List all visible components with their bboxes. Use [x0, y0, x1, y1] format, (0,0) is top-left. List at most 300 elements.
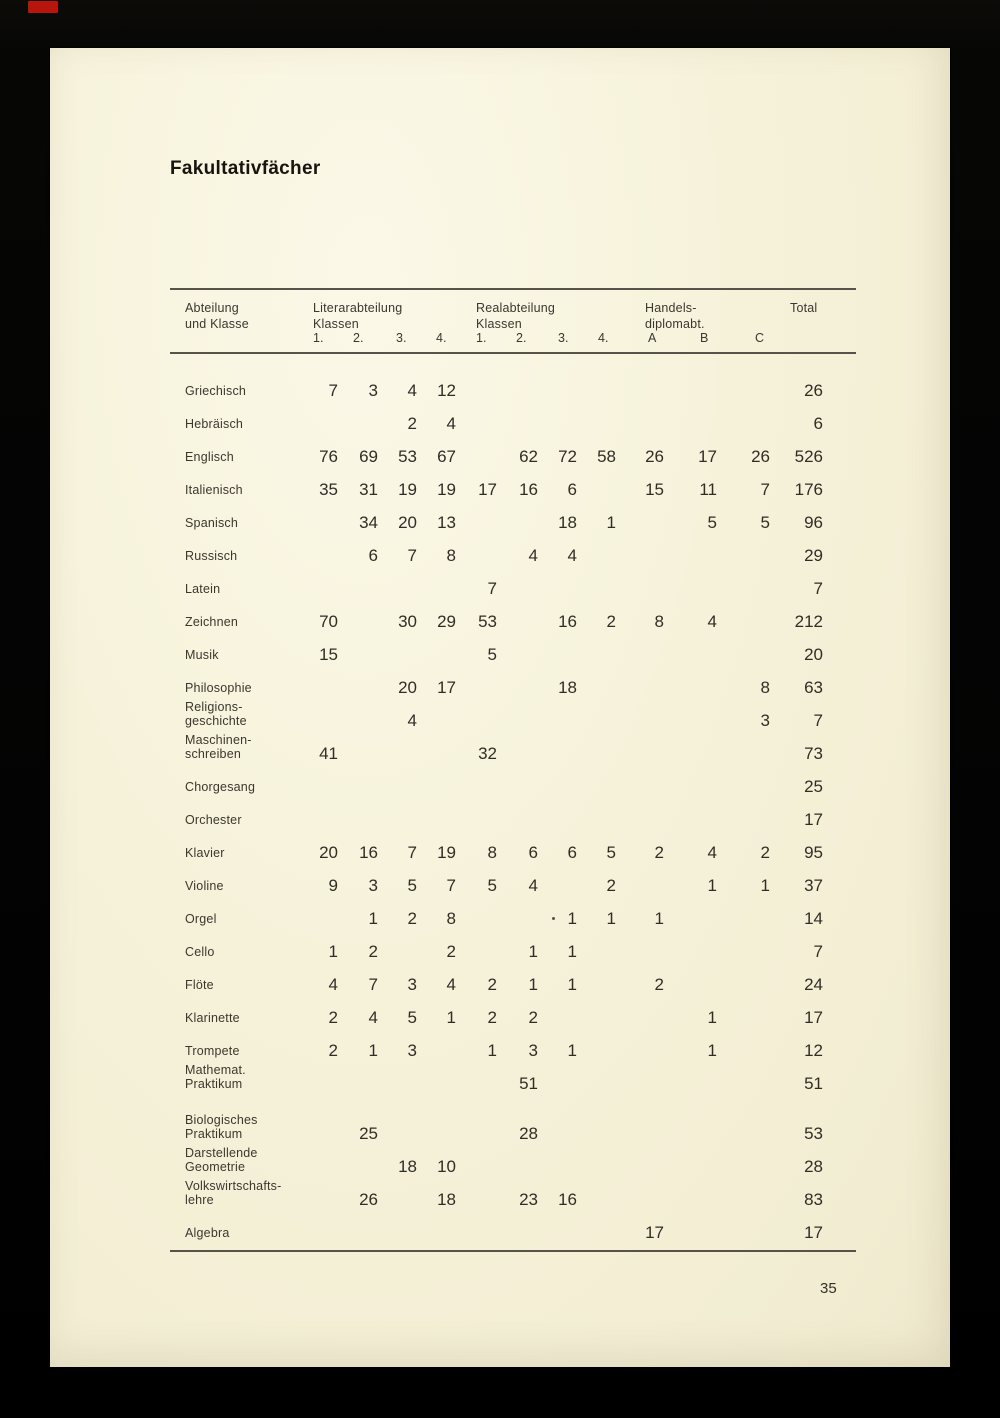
value-cell	[497, 664, 538, 665]
tick-real-3: 3.	[558, 331, 569, 345]
table-row	[185, 467, 823, 500]
table-row	[185, 566, 823, 599]
table-row	[185, 731, 823, 764]
value-cell: 2	[528, 1008, 538, 1027]
value-cell	[338, 763, 378, 764]
value-cell	[338, 1242, 378, 1243]
row-label-line: Volkswirtschafts-	[185, 1179, 282, 1193]
value-cell: 4	[528, 876, 538, 895]
value-cell	[378, 598, 417, 599]
row-label-line: Hebräisch	[185, 416, 244, 431]
value-cell: 28	[519, 1124, 538, 1143]
table-row	[185, 434, 823, 467]
table-top-rule	[170, 288, 856, 290]
value-cell: 23	[519, 1190, 538, 1209]
value-cell	[717, 664, 770, 665]
value-cell	[577, 1027, 616, 1028]
value-cell: 53	[398, 447, 417, 466]
header-abteilung	[185, 300, 249, 332]
value-cell: 7	[328, 381, 338, 400]
value-cell	[616, 829, 664, 830]
row-label-line: Orgel	[185, 911, 217, 926]
value-cell: 2	[368, 942, 378, 961]
value-cell	[305, 1093, 338, 1094]
value-cell	[664, 1176, 717, 1177]
value-cell	[616, 1209, 664, 1210]
value-cell: 4	[328, 975, 338, 994]
table-row	[185, 764, 823, 797]
value-cell: 17	[698, 447, 717, 466]
value-cell	[378, 664, 417, 665]
value-cell	[616, 598, 664, 599]
value-cell	[616, 1143, 664, 1144]
value-cell	[616, 1176, 664, 1177]
row-label-line: Italienisch	[185, 482, 243, 497]
value-cell	[664, 796, 717, 797]
row-label-line: Zeichnen	[185, 614, 239, 629]
value-cell: 1	[707, 1008, 717, 1027]
value-cell	[616, 730, 664, 731]
value-cell: 9	[328, 876, 338, 895]
value-cell	[616, 1093, 664, 1094]
value-cell	[664, 697, 717, 698]
value-cell	[456, 1242, 497, 1243]
row-label	[185, 1227, 305, 1244]
value-cell: 5	[487, 645, 497, 664]
row-label-line: Darstellende	[185, 1146, 258, 1160]
value-cell: 72	[558, 447, 577, 466]
value-cell	[717, 565, 770, 566]
value-cell	[717, 928, 770, 929]
value-cell	[338, 829, 378, 830]
value-cell: 7	[368, 975, 378, 994]
row-label-line: lehre	[185, 1192, 214, 1207]
row-label-line: Cello	[185, 944, 215, 959]
value-cell: 6	[567, 843, 577, 862]
row-label-line: Biologisches	[185, 1113, 258, 1127]
value-cell: 18	[437, 1190, 456, 1209]
row-label	[185, 1180, 305, 1210]
tick-hd-b: B	[700, 331, 709, 345]
value-cell: 7	[487, 579, 497, 598]
value-cell	[616, 796, 664, 797]
value-cell: 1	[528, 942, 538, 961]
value-cell	[305, 730, 338, 731]
value-cell: 26	[645, 447, 664, 466]
value-cell	[497, 928, 538, 929]
value-cell	[664, 565, 717, 566]
red-scan-mark	[28, 1, 58, 13]
tick-real-2: 2.	[516, 331, 527, 345]
value-cell	[417, 1143, 456, 1144]
row-label	[185, 1045, 305, 1062]
value-cell	[538, 1027, 577, 1028]
value-cell	[417, 763, 456, 764]
value-cell: 1	[328, 942, 338, 961]
value-cell	[616, 400, 664, 401]
value-cell	[338, 1093, 378, 1094]
value-cell	[305, 1209, 338, 1210]
table-row	[185, 1144, 823, 1177]
value-cell: 29	[437, 612, 456, 631]
value-cell: 12	[804, 1041, 823, 1060]
tick-hd-c: C	[755, 331, 765, 345]
value-cell	[577, 829, 616, 830]
value-cell: 15	[319, 645, 338, 664]
row-label	[185, 880, 305, 897]
value-cell	[577, 763, 616, 764]
value-cell: 1	[567, 975, 577, 994]
row-label-line: Mathemat.	[185, 1063, 246, 1077]
value-cell: 4	[707, 843, 717, 862]
value-cell: 2	[654, 843, 664, 862]
value-cell	[717, 1176, 770, 1177]
value-cell	[338, 1176, 378, 1177]
value-cell	[378, 763, 417, 764]
value-cell: 26	[751, 447, 770, 466]
value-cell	[378, 1093, 417, 1094]
value-cell	[456, 1143, 497, 1144]
value-cell: 1	[368, 909, 378, 928]
tick-lit-4: 4.	[436, 331, 447, 345]
value-cell	[717, 1060, 770, 1061]
row-label-line: Maschinen-	[185, 733, 252, 747]
row-label	[185, 814, 305, 831]
value-cell	[717, 1242, 770, 1243]
value-cell	[664, 763, 717, 764]
value-cell	[378, 1242, 417, 1243]
value-cell	[664, 1093, 717, 1094]
table-row	[185, 698, 823, 731]
value-cell: 16	[558, 1190, 577, 1209]
value-cell: 51	[519, 1074, 538, 1093]
value-cell: 1	[368, 1041, 378, 1060]
value-cell: 20	[804, 645, 823, 664]
row-label-line: Praktikum	[185, 1076, 243, 1091]
value-cell: 2	[487, 1008, 497, 1027]
value-cell: 17	[645, 1223, 664, 1242]
value-cell	[417, 796, 456, 797]
row-label	[185, 550, 305, 567]
row-label	[185, 1012, 305, 1029]
table-row	[185, 1061, 823, 1094]
value-cell	[305, 697, 338, 698]
value-cell	[664, 730, 717, 731]
table-row	[185, 665, 823, 698]
value-cell	[577, 1093, 616, 1094]
value-cell: 1	[567, 942, 577, 961]
table-row	[185, 995, 823, 1028]
value-cell	[456, 433, 497, 434]
value-cell	[717, 1143, 770, 1144]
row-label	[185, 517, 305, 534]
value-cell: 176	[794, 480, 823, 499]
row-label-line: Praktikum	[185, 1126, 243, 1141]
value-cell: 19	[398, 480, 417, 499]
value-cell	[305, 928, 338, 929]
row-label	[185, 1064, 305, 1094]
value-cell: 3	[407, 1041, 417, 1060]
value-cell	[664, 400, 717, 401]
value-cell: 4	[407, 381, 417, 400]
header-realabteilung-line1: Realabteilung	[476, 301, 556, 315]
value-cell	[497, 400, 538, 401]
value-cell	[338, 730, 378, 731]
value-cell	[417, 730, 456, 731]
header-realabteilung-line2: Klassen	[476, 317, 522, 331]
value-cell: 34	[359, 513, 378, 532]
value-cell: 7	[813, 942, 823, 961]
value-cell	[456, 400, 497, 401]
value-cell: 2	[606, 876, 616, 895]
value-cell	[538, 829, 577, 830]
tick-real-1: 1.	[476, 331, 487, 345]
value-cell: 31	[359, 480, 378, 499]
value-cell: 5	[407, 1008, 417, 1027]
value-cell: 8	[487, 843, 497, 862]
value-cell: 26	[359, 1190, 378, 1209]
value-cell	[577, 1060, 616, 1061]
value-cell	[456, 565, 497, 566]
value-cell: 19	[437, 480, 456, 499]
row-label-line: Algebra	[185, 1225, 230, 1240]
value-cell: 10	[437, 1157, 456, 1176]
table-row	[185, 368, 823, 401]
value-cell	[497, 631, 538, 632]
header-literarabteilung	[313, 300, 402, 332]
value-cell: 3	[528, 1041, 538, 1060]
value-cell	[456, 466, 497, 467]
value-cell	[616, 565, 664, 566]
row-label	[185, 734, 305, 764]
value-cell	[538, 1093, 577, 1094]
row-label-line: Latein	[185, 581, 221, 596]
value-cell: 4	[446, 975, 456, 994]
value-cell: 8	[654, 612, 664, 631]
value-cell	[577, 1209, 616, 1210]
value-cell: 11	[699, 480, 717, 499]
value-cell: 17	[804, 810, 823, 829]
value-cell: 526	[794, 447, 823, 466]
value-cell: 4	[407, 711, 417, 730]
value-cell	[616, 532, 664, 533]
value-cell	[577, 961, 616, 962]
value-cell	[497, 763, 538, 764]
table-row	[185, 797, 823, 830]
value-cell	[577, 433, 616, 434]
value-cell: 1	[487, 1041, 497, 1060]
value-cell	[497, 598, 538, 599]
value-cell: 20	[398, 513, 417, 532]
value-cell: 18	[558, 678, 577, 697]
value-cell	[417, 1060, 456, 1061]
value-cell	[664, 1242, 717, 1243]
value-cell	[717, 598, 770, 599]
value-cell: 95	[804, 843, 823, 862]
table-row	[185, 533, 823, 566]
value-cell	[497, 796, 538, 797]
value-cell	[338, 631, 378, 632]
value-cell: 6	[567, 480, 577, 499]
value-cell: 5	[487, 876, 497, 895]
row-label-line: Orchester	[185, 812, 242, 827]
table-row	[185, 500, 823, 533]
value-cell	[538, 1143, 577, 1144]
value-cell	[417, 598, 456, 599]
value-cell: 4	[567, 546, 577, 565]
row-label	[185, 979, 305, 996]
value-cell: 3	[368, 381, 378, 400]
page-title: Fakultativfächer	[170, 158, 321, 179]
table-row	[185, 929, 823, 962]
value-cell: 30	[398, 612, 417, 631]
row-label	[185, 682, 305, 699]
value-cell	[456, 532, 497, 533]
page-number: 35	[820, 1280, 837, 1297]
value-cell: 3	[760, 711, 770, 730]
value-cell	[456, 697, 497, 698]
header-literarabteilung-line2: Klassen	[313, 317, 359, 331]
value-cell: 1	[760, 876, 770, 895]
value-cell	[538, 1242, 577, 1243]
value-cell	[305, 1143, 338, 1144]
value-cell	[538, 433, 577, 434]
header-abteilung-line1: Abteilung	[185, 301, 239, 315]
row-label	[185, 385, 305, 402]
row-label-line: Violine	[185, 878, 224, 893]
table-row	[185, 1111, 823, 1144]
value-cell	[497, 1176, 538, 1177]
value-cell	[717, 1209, 770, 1210]
tick-lit-1: 1.	[313, 331, 324, 345]
value-cell	[577, 1242, 616, 1243]
value-cell	[378, 796, 417, 797]
value-cell: 32	[478, 744, 497, 763]
value-cell	[538, 1176, 577, 1177]
value-cell: 1	[567, 1041, 577, 1060]
value-cell	[538, 763, 577, 764]
value-cell	[456, 796, 497, 797]
value-cell	[305, 1242, 338, 1243]
table-row	[185, 1210, 823, 1243]
value-cell: 7	[813, 711, 823, 730]
value-cell: 7	[407, 843, 417, 862]
value-cell: 15	[645, 480, 664, 499]
value-cell	[456, 1093, 497, 1094]
row-label-line: schreiben	[185, 746, 241, 761]
value-cell	[616, 1027, 664, 1028]
value-cell: 20	[319, 843, 338, 862]
value-cell: 8	[760, 678, 770, 697]
value-cell: 1	[606, 513, 616, 532]
row-label	[185, 847, 305, 864]
value-cell: 1	[707, 876, 717, 895]
value-cell	[456, 928, 497, 929]
value-cell	[616, 895, 664, 896]
value-cell	[497, 532, 538, 533]
row-label-line: geschichte	[185, 713, 247, 728]
value-cell: 37	[804, 876, 823, 895]
value-cell: 16	[359, 843, 378, 862]
table-row	[185, 599, 823, 632]
value-cell: 16	[558, 612, 577, 631]
table-row	[185, 1177, 823, 1210]
value-cell: 2	[328, 1008, 338, 1027]
value-cell: 53	[804, 1124, 823, 1143]
value-cell: 2	[407, 909, 417, 928]
header-handelsdiplomabt-line1: Handels-	[645, 301, 697, 315]
row-label	[185, 781, 305, 798]
value-cell	[616, 697, 664, 698]
value-cell	[717, 400, 770, 401]
value-cell	[378, 829, 417, 830]
value-cell: 4	[368, 1008, 378, 1027]
value-cell	[538, 730, 577, 731]
table-row	[185, 830, 823, 863]
value-cell: 28	[804, 1157, 823, 1176]
value-cell: 14	[804, 909, 823, 928]
scanned-page	[50, 48, 950, 1367]
value-cell: 41	[319, 744, 338, 763]
value-cell	[717, 796, 770, 797]
value-cell: 4	[528, 546, 538, 565]
value-cell: 5	[407, 876, 417, 895]
value-cell	[664, 829, 717, 830]
value-cell	[538, 400, 577, 401]
value-cell: 1	[567, 909, 577, 928]
value-cell: 2	[606, 612, 616, 631]
table-row	[185, 863, 823, 896]
value-cell	[717, 829, 770, 830]
value-cell	[497, 697, 538, 698]
value-cell: 2	[760, 843, 770, 862]
value-cell	[616, 433, 664, 434]
value-cell	[577, 994, 616, 995]
row-label	[185, 451, 305, 468]
value-cell: 29	[804, 546, 823, 565]
value-cell: 2	[407, 414, 417, 433]
row-label-line: Klarinette	[185, 1010, 240, 1025]
value-cell: 26	[804, 381, 823, 400]
value-cell: 8	[446, 909, 456, 928]
row-label-line: Religions-	[185, 700, 243, 714]
value-cell	[664, 994, 717, 995]
value-cell	[538, 895, 577, 896]
value-cell: 76	[319, 447, 338, 466]
row-label	[185, 1147, 305, 1177]
value-cell: 58	[597, 447, 616, 466]
value-cell: 53	[478, 612, 497, 631]
value-cell	[338, 433, 378, 434]
value-cell	[305, 532, 338, 533]
value-cell	[664, 928, 717, 929]
value-cell: 7	[407, 546, 417, 565]
value-cell	[338, 796, 378, 797]
value-cell	[497, 1242, 538, 1243]
value-cell: 17	[804, 1223, 823, 1242]
value-cell: 18	[558, 513, 577, 532]
value-cell: 1	[707, 1041, 717, 1060]
row-label	[185, 418, 305, 435]
value-cell: 35	[319, 480, 338, 499]
value-cell	[616, 961, 664, 962]
row-label	[185, 701, 305, 731]
row-label-line: Chorgesang	[185, 779, 256, 794]
value-cell	[577, 697, 616, 698]
value-cell: 25	[804, 777, 823, 796]
value-cell: 69	[359, 447, 378, 466]
value-cell	[305, 598, 338, 599]
